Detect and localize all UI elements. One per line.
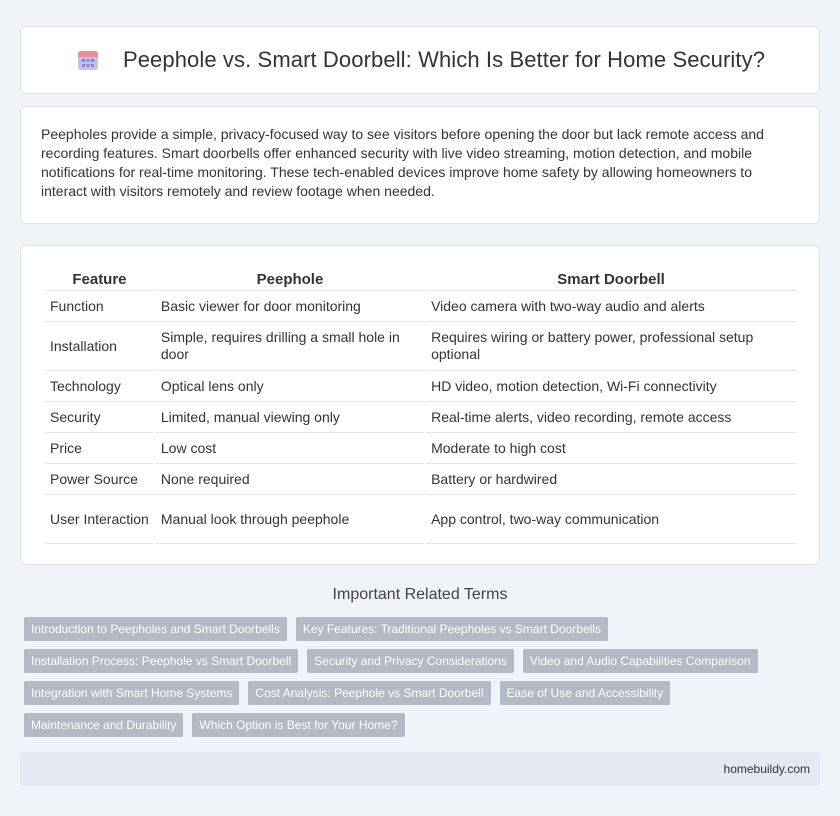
table-cell-smart-doorbell: App control, two-way communication — [426, 495, 796, 544]
table-cell-peephole: Basic viewer for door monitoring — [156, 291, 424, 322]
table-cell-feature: Function — [45, 291, 154, 322]
tag-row — [24, 681, 804, 705]
comparison-table-card — [20, 245, 820, 565]
table-row — [45, 322, 796, 371]
related-term-tag[interactable]: Installation Process: Peephole vs Smart Doorbell — [24, 649, 298, 673]
calendar-icon — [75, 47, 101, 73]
table-cell-smart-doorbell: Battery or hardwired — [426, 464, 796, 495]
table-cell-smart-doorbell: HD video, motion detection, Wi-Fi connectivity — [426, 371, 796, 402]
table-header-row — [45, 266, 796, 291]
related-term-tag[interactable]: Cost Analysis: Peephole vs Smart Doorbell — [248, 681, 490, 705]
table-row — [45, 433, 796, 464]
table-cell-peephole: Optical lens only — [156, 371, 424, 402]
related-term-tag[interactable]: Maintenance and Durability — [24, 713, 183, 737]
table-row — [45, 371, 796, 402]
related-term-tag[interactable]: Introduction to Peepholes and Smart Doorbells — [24, 617, 287, 641]
footer-site[interactable]: homebuildy.com — [723, 762, 810, 776]
intro-text: Peepholes provide a simple, privacy-focused way to see visitors before opening the door but lack remote access and recording features. Smart doorbells offer enhanced security with live video streaming, motion detection, and mobile notifications for real-time monitoring. These tech-enabled devices improve home safety by allowing homeowners to interact with visitors remotely and review footage when needed. — [41, 126, 764, 199]
table-cell-feature: Power Source — [45, 464, 154, 495]
table-cell-peephole: Limited, manual viewing only — [156, 402, 424, 433]
related-terms-title: Important Related Terms — [332, 586, 508, 603]
related-term-tag[interactable]: Security and Privacy Considerations — [307, 649, 514, 673]
table-cell-peephole: Simple, requires drilling a small hole in door — [156, 322, 424, 371]
comparison-table — [43, 266, 798, 544]
table-cell-peephole: None required — [156, 464, 424, 495]
header-smart-doorbell: Smart Doorbell — [426, 266, 796, 291]
table-row — [45, 402, 796, 433]
related-terms-tags — [24, 617, 804, 745]
table-cell-feature: Security — [45, 402, 154, 433]
related-term-tag[interactable]: Video and Audio Capabilities Comparison — [523, 649, 758, 673]
table-row — [45, 291, 796, 322]
table-cell-smart-doorbell: Real-time alerts, video recording, remote access — [426, 402, 796, 433]
header-feature: Feature — [45, 266, 154, 291]
table-row — [45, 464, 796, 495]
table-cell-smart-doorbell: Requires wiring or battery power, professional setup optional — [426, 322, 796, 371]
table-cell-peephole: Manual look through peephole — [156, 495, 424, 544]
table-cell-feature: Installation — [45, 322, 154, 371]
page-title: Peephole vs. Smart Doorbell: Which Is Better for Home Security? — [122, 47, 766, 72]
header-peephole: Peephole — [156, 266, 424, 291]
intro-card — [20, 106, 820, 224]
table-cell-smart-doorbell: Video camera with two-way audio and alerts — [426, 291, 796, 322]
tag-row — [24, 617, 804, 641]
table-cell-peephole: Low cost — [156, 433, 424, 464]
tag-row — [24, 713, 804, 737]
tag-row — [24, 649, 804, 673]
related-term-tag[interactable]: Integration with Smart Home Systems — [24, 681, 239, 705]
table-cell-smart-doorbell: Moderate to high cost — [426, 433, 796, 464]
footer — [20, 752, 820, 786]
table-cell-feature: User Interaction — [45, 495, 154, 544]
table-row — [45, 495, 796, 544]
related-term-tag[interactable]: Key Features: Traditional Peepholes vs Smart Doorbells — [296, 617, 608, 641]
related-term-tag[interactable]: Which Option is Best for Your Home? — [192, 713, 404, 737]
header-card — [20, 26, 820, 94]
related-term-tag[interactable]: Ease of Use and Accessibility — [500, 681, 671, 705]
table-cell-feature: Price — [45, 433, 154, 464]
table-cell-feature: Technology — [45, 371, 154, 402]
